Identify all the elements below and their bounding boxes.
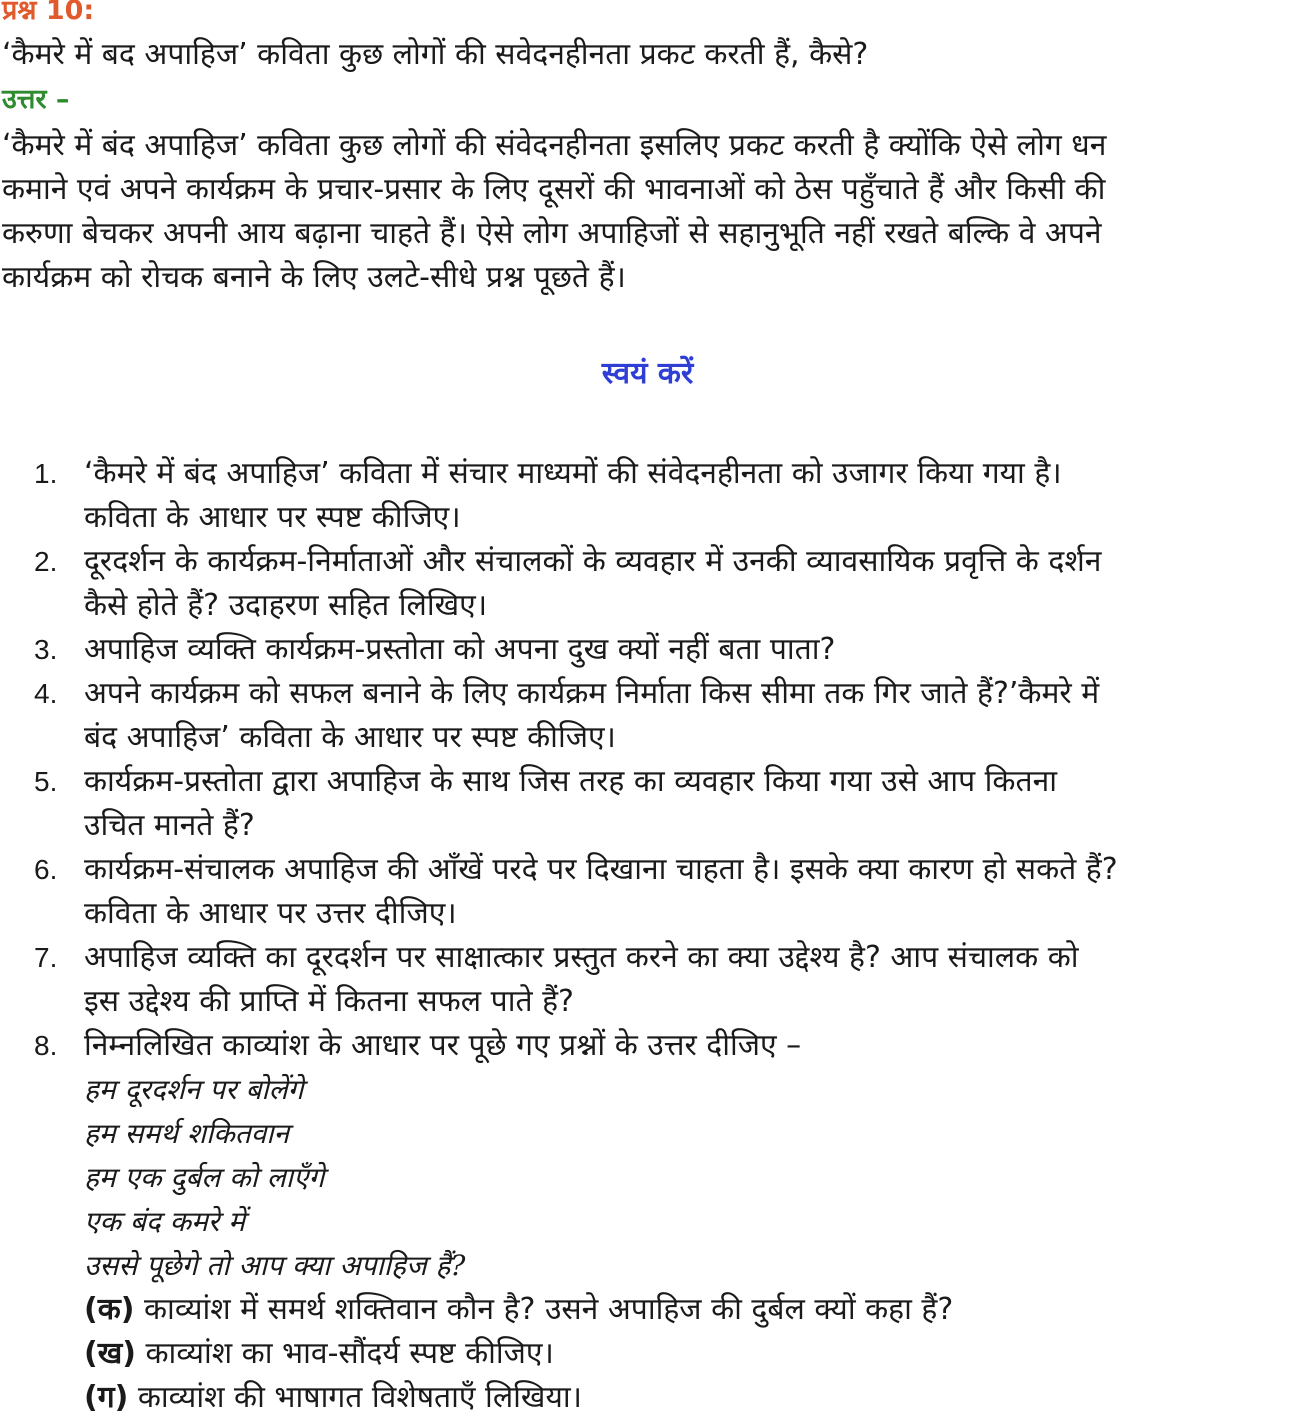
exercise-item	[0, 628, 1295, 672]
exercise-item-8	[0, 1024, 1295, 1420]
exercise-line: इस उद्देश्य की प्राप्ति में कितना सफल पाते हैं?	[84, 984, 574, 1019]
exercise-item	[0, 452, 1295, 540]
answer-text	[2, 124, 1293, 300]
exercise-line: कविता के आधार पर उत्तर दीजिए।	[84, 896, 457, 931]
sub-question	[84, 1376, 1295, 1420]
question-heading: प्रश्न 10:	[2, 0, 95, 26]
answer-line: कार्यक्रम को रोचक बनाने के लिए उलटे-सीधे प्रश्न पूछते हैं।	[2, 260, 626, 295]
sub-question	[84, 1288, 1295, 1332]
sub-question-label: (ग)	[84, 1380, 129, 1415]
exercise-line: कार्यक्रम-प्रस्तोता द्वारा अपाहिज के साथ जिस तरह का व्यवहार किया गया उसे आप कितना	[84, 764, 1057, 799]
exercise-item	[0, 936, 1295, 1024]
exercise-line: अपाहिज व्यक्ति कार्यक्रम-प्रस्तोता को अपना दुख क्यों नहीं बता पाता?	[84, 632, 836, 667]
sub-question-label: (क)	[84, 1292, 135, 1327]
sub-question-text: काव्यांश की भाषागत विशेषताएँ लिखिया।	[128, 1380, 583, 1415]
exercise-line: कविता के आधार पर स्पष्ट कीजिए।	[84, 500, 461, 535]
exercise-line: बंद अपाहिज’ कविता के आधार पर स्पष्ट कीजिए।	[84, 720, 616, 755]
sub-question	[84, 1332, 1295, 1376]
poem-line: एक बंद कमरे में	[84, 1205, 245, 1238]
exercise-number: 3.	[34, 634, 58, 665]
exercise-number: 6.	[34, 854, 58, 885]
exercise-item	[0, 540, 1295, 628]
exercise-line: अपाहिज व्यक्ति का दूरदर्शन पर साक्षात्कार प्रस्तुत करने का क्या उद्देश्य है? आप संचालक को	[84, 940, 1079, 975]
exercise-number: 2.	[34, 546, 58, 577]
exercise-line: कैसे होते हैं? उदाहरण सहित लिखिए।	[84, 588, 488, 623]
exercise-line: उचित मानते हैं?	[84, 808, 255, 843]
exercise-list	[0, 452, 1295, 1420]
question-text: ‘कैमरे में बद अपाहिज’ कविता कुछ लोगों की सवेदनहीनता प्रकट करती हैं, कैसे?	[2, 37, 869, 72]
exercise-line: कार्यक्रम-संचालक अपाहिज की आँखें परदे पर दिखाना चाहता है। इसके क्या कारण हो सकते हैं?	[84, 852, 1118, 887]
poem-line: उससे पूछेगे तो आप क्या अपाहिज हैं?	[84, 1249, 466, 1282]
poem-line: हम समर्थ शकितवान	[84, 1117, 290, 1150]
exercise-number: 7.	[34, 942, 58, 973]
exercise-line: ‘कैमरे में बंद अपाहिज’ कविता में संचार माध्यमों की संवेदनहीनता को उजागर किया गया है।	[84, 456, 1062, 491]
sub-question-text: काव्यांश में समर्थ शक्तिवान कौन है? उसने अपाहिज की दुर्बल क्यों कहा हैं?	[134, 1292, 954, 1327]
exercise-number: 5.	[34, 766, 58, 797]
answer-line: ‘कैमरे में बंद अपाहिज’ कविता कुछ लोगों की संवेदनहीनता इसलिए प्रकट करती है क्योंकि ऐसे लोग धन	[2, 128, 1107, 163]
sub-question-text: काव्यांश का भाव-सौंदर्य स्पष्ट कीजिए।	[135, 1336, 554, 1371]
section-title: स्वयं करें	[601, 356, 694, 391]
exercise-item	[0, 848, 1295, 936]
poem-line: हम एक दुर्बल को लाएँगे	[84, 1161, 325, 1194]
exercise-line: निम्नलिखित काव्यांश के आधार पर पूछे गए प्रश्नों के उत्तर दीजिए –	[84, 1028, 802, 1063]
poem-line: हम दूरदर्शन पर बोलेंगे	[84, 1073, 304, 1106]
exercise-line: दूरदर्शन के कार्यक्रम-निर्माताओं और संचालकों के व्यवहार में उनकी व्यावसायिक प्रवृत्ति के दर्शन	[84, 544, 1102, 579]
exercise-number: 4.	[34, 678, 58, 709]
exercise-number: 1.	[34, 458, 58, 489]
exercise-line: अपने कार्यक्रम को सफल बनाने के लिए कार्यक्रम निर्माता किस सीमा तक गिर जाते हैं?’कैमरे में	[84, 676, 1100, 711]
answer-line: कमाने एवं अपने कार्यक्रम के प्रचार-प्रसार के लिए दूसरों की भावनाओं को ठेस पहुँचाते हैं और किसी की	[2, 172, 1106, 207]
answer-line: करुणा बेचकर अपनी आय बढ़ाना चाहते हैं। ऐसे लोग अपाहिजों से सहानुभूति नहीं रखते बल्कि वे अपने	[2, 216, 1102, 251]
exercise-item	[0, 672, 1295, 760]
answer-heading: उत्तर –	[2, 84, 70, 115]
sub-question-label: (ख)	[84, 1336, 136, 1371]
exercise-number: 8.	[34, 1030, 58, 1061]
exercise-item	[0, 760, 1295, 848]
